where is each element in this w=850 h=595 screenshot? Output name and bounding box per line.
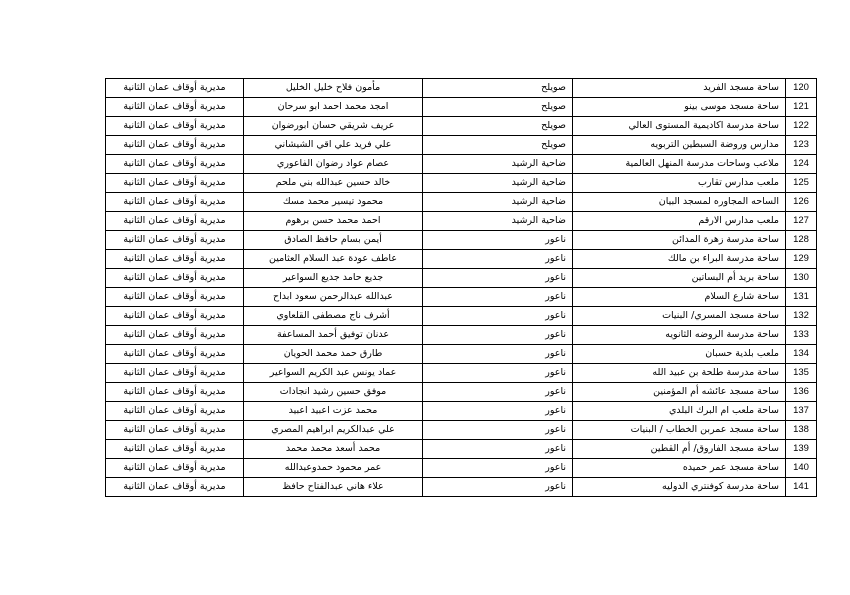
place-cell: ساحة مسجد عمر حميده [573, 459, 786, 478]
directorate-cell: مديرية أوقاف عمان الثانية [106, 174, 244, 193]
row-number: 125 [786, 174, 817, 193]
directorate-cell: مديرية أوقاف عمان الثانية [106, 231, 244, 250]
row-number: 127 [786, 212, 817, 231]
table-row [106, 212, 817, 231]
person-name-cell: امجد محمد احمد ابو سرحان [244, 98, 423, 117]
directorate-cell: مديرية أوقاف عمان الثانية [106, 212, 244, 231]
table-row [106, 383, 817, 402]
person-name-cell: عريف شريقي حسان ابورضوان [244, 117, 423, 136]
person-name-cell: خالد حسين عبدالله بني ملحم [244, 174, 423, 193]
area-cell: ضاحية الرشيد [423, 212, 573, 231]
person-name-cell: مأمون فلاح خليل الخليل [244, 79, 423, 98]
area-cell: ناعور [423, 250, 573, 269]
directorate-cell: مديرية أوقاف عمان الثانية [106, 155, 244, 174]
person-name-cell: عبدالله عبدالرحمن سعود ابداح [244, 288, 423, 307]
row-number: 124 [786, 155, 817, 174]
person-name-cell: علي فريد علي اقي الشيشاني [244, 136, 423, 155]
table-row [106, 345, 817, 364]
place-cell: ملعب مدارس تقارب [573, 174, 786, 193]
area-cell: ناعور [423, 269, 573, 288]
area-cell: صويلح [423, 98, 573, 117]
person-name-cell: أيمن بسام حافظ الصادق [244, 231, 423, 250]
table-row [106, 364, 817, 383]
area-cell: ناعور [423, 478, 573, 497]
row-number: 128 [786, 231, 817, 250]
area-cell: ناعور [423, 402, 573, 421]
person-name-cell: محمد أسعد محمد محمد [244, 440, 423, 459]
person-name-cell: محمود تيسير محمد مسك [244, 193, 423, 212]
directorate-cell: مديرية أوقاف عمان الثانية [106, 98, 244, 117]
table-row [106, 79, 817, 98]
directorate-cell: مديرية أوقاف عمان الثانية [106, 421, 244, 440]
data-table [105, 78, 817, 497]
row-number: 137 [786, 402, 817, 421]
person-name-cell: أشرف ناج مصطفى القلعاوي [244, 307, 423, 326]
area-cell: ضاحية الرشيد [423, 193, 573, 212]
place-cell: ساحة مدرسة اكاديمية المستوى العالي [573, 117, 786, 136]
table-row [106, 174, 817, 193]
place-cell: ساحة مسجد الفاروق/ أم القطين [573, 440, 786, 459]
directorate-cell: مديرية أوقاف عمان الثانية [106, 402, 244, 421]
row-number: 131 [786, 288, 817, 307]
table-row [106, 117, 817, 136]
person-name-cell: عصام عواد رضوان الفاعوري [244, 155, 423, 174]
table-row [106, 98, 817, 117]
table-row [106, 326, 817, 345]
directorate-cell: مديرية أوقاف عمان الثانية [106, 117, 244, 136]
place-cell: الساحه المجاوره لمسجد البيان [573, 193, 786, 212]
table-row [106, 421, 817, 440]
person-name-cell: عاطف عودة عبد السلام العثامين [244, 250, 423, 269]
row-number: 123 [786, 136, 817, 155]
row-number: 122 [786, 117, 817, 136]
directorate-cell: مديرية أوقاف عمان الثانية [106, 79, 244, 98]
table-row [106, 193, 817, 212]
table-row [106, 136, 817, 155]
place-cell: ساحة مسجد عمربن الخطاب / البنيات [573, 421, 786, 440]
table-row [106, 288, 817, 307]
directorate-cell: مديرية أوقاف عمان الثانية [106, 326, 244, 345]
area-cell: صويلح [423, 117, 573, 136]
row-number: 136 [786, 383, 817, 402]
row-number: 120 [786, 79, 817, 98]
area-cell: ناعور [423, 307, 573, 326]
area-cell: ناعور [423, 383, 573, 402]
row-number: 134 [786, 345, 817, 364]
place-cell: ساحة شارع السلام [573, 288, 786, 307]
person-name-cell: عدنان توفيق أحمد المساعفة [244, 326, 423, 345]
place-cell: ساحة مدرسة طلحة بن عبيد الله [573, 364, 786, 383]
area-cell: ناعور [423, 421, 573, 440]
area-cell: ضاحية الرشيد [423, 155, 573, 174]
row-number: 129 [786, 250, 817, 269]
row-number: 139 [786, 440, 817, 459]
directorate-cell: مديرية أوقاف عمان الثانية [106, 193, 244, 212]
table-row [106, 231, 817, 250]
row-number: 135 [786, 364, 817, 383]
area-cell: ناعور [423, 459, 573, 478]
row-number: 132 [786, 307, 817, 326]
table-row [106, 307, 817, 326]
area-cell: ناعور [423, 288, 573, 307]
directorate-cell: مديرية أوقاف عمان الثانية [106, 478, 244, 497]
person-name-cell: عماد يونس عبد الكريم السواعير [244, 364, 423, 383]
directorate-cell: مديرية أوقاف عمان الثانية [106, 307, 244, 326]
table-body [106, 79, 817, 497]
place-cell: ساحة بريد أم البساتين [573, 269, 786, 288]
directorate-cell: مديرية أوقاف عمان الثانية [106, 136, 244, 155]
directorate-cell: مديرية أوقاف عمان الثانية [106, 269, 244, 288]
row-number: 133 [786, 326, 817, 345]
table-row [106, 459, 817, 478]
directorate-cell: مديرية أوقاف عمان الثانية [106, 440, 244, 459]
place-cell: مدارس وروضة السبطين التربويه [573, 136, 786, 155]
place-cell: ساحة مسجد عائشه أم المؤمنين [573, 383, 786, 402]
person-name-cell: علي عبدالكريم ابراهيم المصري [244, 421, 423, 440]
area-cell: ناعور [423, 231, 573, 250]
person-name-cell: طارق حمد محمد الحويان [244, 345, 423, 364]
place-cell: ملاعب وساحات مدرسة المنهل العالمية [573, 155, 786, 174]
area-cell: صويلح [423, 136, 573, 155]
person-name-cell: محمد عزت اعبيد اعبيد [244, 402, 423, 421]
place-cell: ساحة مدرسة كوفنتري الدوليه [573, 478, 786, 497]
directorate-cell: مديرية أوقاف عمان الثانية [106, 250, 244, 269]
area-cell: صويلح [423, 79, 573, 98]
person-name-cell: عمر محمود حمدوعبدالله [244, 459, 423, 478]
area-cell: ناعور [423, 326, 573, 345]
row-number: 138 [786, 421, 817, 440]
row-number: 130 [786, 269, 817, 288]
place-cell: ساحة مدرسة زهرة المدائن [573, 231, 786, 250]
place-cell: ساحة مسجد موسى بينو [573, 98, 786, 117]
row-number: 126 [786, 193, 817, 212]
person-name-cell: علاء هاني عبدالفتاح حافظ [244, 478, 423, 497]
table-row [106, 440, 817, 459]
place-cell: ساحة مسجد المسري/ البنيات [573, 307, 786, 326]
table-row [106, 155, 817, 174]
person-name-cell: جديع حامد جديع السواعير [244, 269, 423, 288]
row-number: 140 [786, 459, 817, 478]
table-row [106, 478, 817, 497]
area-cell: ناعور [423, 440, 573, 459]
directorate-cell: مديرية أوقاف عمان الثانية [106, 364, 244, 383]
table-row [106, 250, 817, 269]
table-row [106, 269, 817, 288]
place-cell: ساحة مدرسة البراء بن مالك [573, 250, 786, 269]
person-name-cell: موفق حسين رشيد انجادات [244, 383, 423, 402]
place-cell: ساحة مسجد الفريد [573, 79, 786, 98]
directorate-cell: مديرية أوقاف عمان الثانية [106, 345, 244, 364]
area-cell: ناعور [423, 345, 573, 364]
directorate-cell: مديرية أوقاف عمان الثانية [106, 383, 244, 402]
area-cell: ضاحية الرشيد [423, 174, 573, 193]
person-name-cell: احمد محمد حسن برهوم [244, 212, 423, 231]
place-cell: ملعب مدارس الارقم [573, 212, 786, 231]
area-cell: ناعور [423, 364, 573, 383]
place-cell: ساحة ملعب ام البرك البلدي [573, 402, 786, 421]
directorate-cell: مديرية أوقاف عمان الثانية [106, 288, 244, 307]
row-number: 121 [786, 98, 817, 117]
table-row [106, 402, 817, 421]
directorate-cell: مديرية أوقاف عمان الثانية [106, 459, 244, 478]
place-cell: ملعب بلدية حسبان [573, 345, 786, 364]
row-number: 141 [786, 478, 817, 497]
table-container [105, 78, 816, 497]
place-cell: ساحة مدرسة الروضه الثانويه [573, 326, 786, 345]
